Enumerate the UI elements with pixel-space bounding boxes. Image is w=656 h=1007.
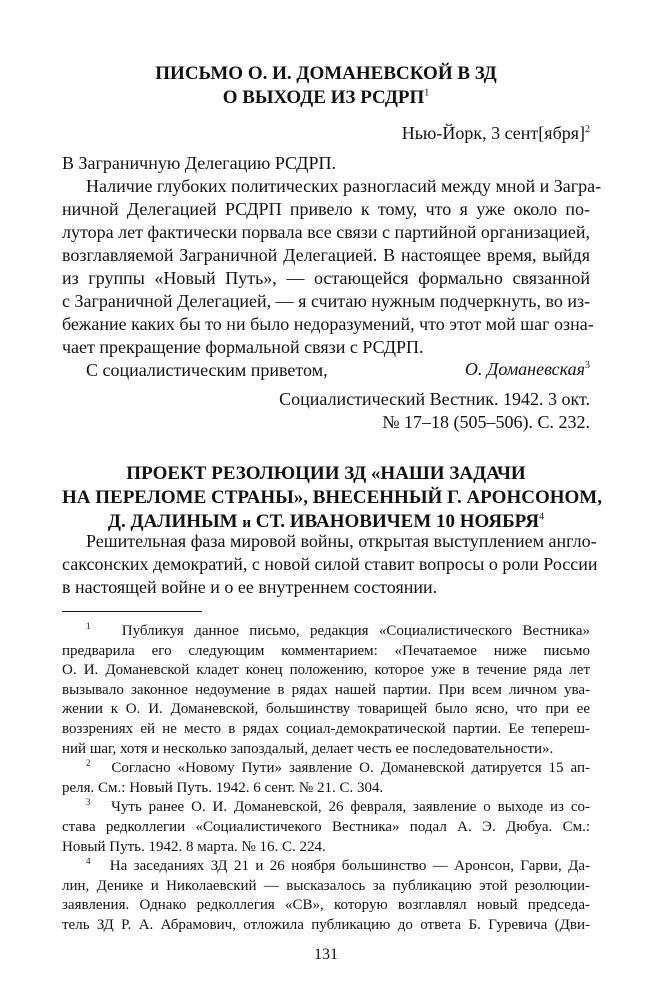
footnote-line: Публикуя данное письмо, редакция «Социалистического Вестника»	[121, 623, 591, 639]
dateline-text: Нью-Йорк, 3 сент[ября]	[401, 123, 585, 143]
page-number: 131	[314, 946, 338, 963]
footnote-ref-4: 4	[539, 511, 545, 523]
footnote-3	[62, 798, 590, 857]
letter-line: бежание каких бы то ни было недоразумений, что этот мой шаг озна-	[62, 314, 594, 334]
footnote-line: жении к О. И. Доманевской, большинству товарищей было ясно, что при ее	[62, 701, 590, 718]
footnote-line: Согласно «Новому Пути» заявление О. Доманевской датируется 15 ап-	[111, 760, 591, 777]
letter-title	[62, 62, 590, 110]
footnote-2	[62, 759, 590, 798]
letter-line: лутора лет фактически порвала все связи с партийной организацией,	[62, 222, 590, 242]
source-line-2: № 17–18 (505–506). С. 232.	[382, 412, 590, 432]
resolution-title-line-3a: Д. ДАЛИНЫМ	[107, 511, 243, 532]
footnote-line: реля. См.: Новый Путь. 1942. 6 сент. № 21. С. 304.	[62, 779, 384, 796]
footnote-line: става редколлегии «Социалистичекого Вестника» подал А. Э. Дюбуа. См.:	[62, 818, 590, 835]
resolution-title-line-3b: СТ. ИВАНОВИЧЕМ 10 НОЯБРЯ	[251, 511, 540, 532]
letter-title-line-1: ПИСЬМО О. И. ДОМАНЕВСКОЙ В ЗД	[155, 63, 497, 84]
resolution-line: в настоящей войне и о ее внутреннем состоянии.	[62, 577, 438, 597]
resolution-title-line-2: НА ПЕРЕЛОМЕ СТРАНЫ», ВНЕСЕННЫЙ Г. АРОНСОНОМ,	[62, 487, 602, 508]
resolution-title	[62, 462, 602, 535]
letter-line: ничной Делегацией РСДРП привело к тому, что я уже около по-	[62, 199, 590, 219]
letter-line: возглавляемой Заграничной Делегацией. В настоящее время, выйдя	[62, 245, 590, 265]
footnote-number: 3	[86, 797, 91, 808]
footnote-divider	[62, 611, 202, 612]
footnotes	[62, 622, 590, 936]
letter-closing: С социалистическим приветом,	[86, 360, 328, 380]
resolution-title-line-1: ПРОЕКТ РЕЗОЛЮЦИИ ЗД «НАШИ ЗАДАЧИ	[126, 463, 526, 484]
letter-line: Наличие глубоких политических разногласий между мной и Загра-	[86, 176, 602, 196]
letter-line: с Заграничной Делегацией, — я считаю нужным подчеркнуть, во из-	[62, 291, 591, 311]
letter-body	[62, 152, 602, 382]
footnote-line: предварила его следующим комментарием: «Печатаемое ниже письмо	[62, 642, 590, 659]
footnote-number: 4	[86, 856, 91, 867]
resolution-title-and: и	[242, 515, 251, 531]
footnote-number: 2	[86, 758, 91, 769]
footnote-line: воззрениях ей не место в рядах социал-демократической партии. Ее теперeш-	[62, 720, 590, 737]
footnote-line: вызывало законное недоумение в рядах нашей партии. При всем личном ува-	[62, 681, 590, 698]
letter-line: чает прекращение формальной связи с РСДРП.	[62, 337, 424, 357]
letter-signature	[62, 358, 590, 381]
footnote-line: На заседаниях ЗД 21 и 26 ноября большинство — Аронсон, Гарви, Да-	[109, 858, 591, 875]
footnote-number: 1	[86, 621, 91, 631]
footnote-line: тель ЗД Р. А. Абрамович, отложила публикацию до ответа Б. Гуревича (Дви-	[62, 916, 590, 933]
footnote-ref-2: 2	[585, 124, 590, 135]
footnote-ref-1: 1	[424, 87, 430, 99]
resolution-line: саксонских демократий, с новой силой ставит вопросы о роли России	[62, 554, 598, 574]
letter-addressee: В Заграничную Делегацию РСДРП.	[62, 153, 336, 173]
footnote-line: заявления. Однако редколлегия «СВ», которую возглавлял новый председа-	[62, 897, 590, 914]
footnote-line: О. И. Доманевской кладет конец положению, которое уже в течение ряда лет	[62, 662, 590, 679]
footnote-line: лин, Денике и Николаевский — высказалось за публикацию этой резолюции-	[62, 877, 590, 894]
letter-title-line-2: О ВЫХОДЕ ИЗ РСДРП	[222, 87, 425, 108]
letter-line: из группы «Новый Путь», — остающейся формально связанной	[62, 268, 590, 288]
signature-text: О. Доманевская	[464, 359, 585, 379]
resolution-line: Решительная фаза мировой войны, открытая выступлением англо-	[86, 531, 597, 551]
footnote-4	[62, 857, 590, 935]
footnote-line: ний шаг, хотя и несколько запоздалый, делает честь ее последовательности».	[62, 740, 554, 757]
footnote-ref-3: 3	[585, 360, 590, 371]
resolution-body	[62, 530, 598, 599]
footnote-line: Чуть ранее О. И. Доманевской, 26 февраля, заявление о выходе из со-	[111, 799, 590, 816]
letter-dateline	[62, 122, 590, 145]
source-line-1: Социалистический Вестник. 1942. 3 окт.	[279, 389, 590, 409]
footnote-line: Новый Путь. 1942. 8 марта. № 16. С. 224.	[62, 838, 326, 855]
footnote-1	[62, 622, 590, 759]
